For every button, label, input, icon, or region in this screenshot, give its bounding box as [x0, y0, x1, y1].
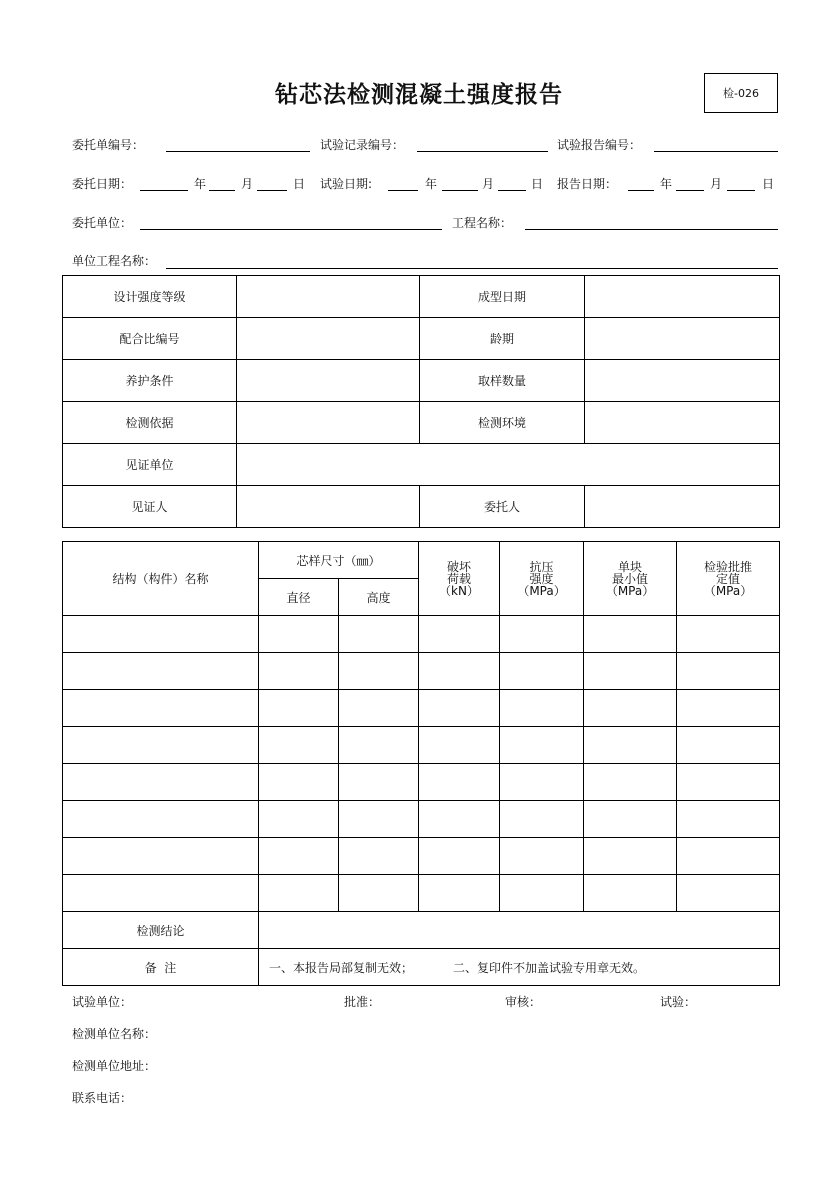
table-cell[interactable] [339, 616, 419, 653]
table-cell[interactable] [677, 838, 780, 875]
witness-unit-label: 见证单位 [63, 444, 237, 486]
table-cell[interactable] [500, 690, 584, 727]
footer-test-unit: 试验单位： [72, 995, 133, 1009]
info-row [63, 318, 780, 360]
form-code-box [704, 73, 778, 113]
footer-approve: 批准： [344, 995, 381, 1009]
sample-qty-label: 取样数量 [420, 360, 585, 402]
table-cell[interactable] [63, 690, 259, 727]
test-month-field[interactable] [442, 190, 478, 191]
table-cell[interactable] [677, 875, 780, 912]
table-cell[interactable] [500, 875, 584, 912]
table-cell[interactable] [419, 875, 500, 912]
table-cell[interactable] [259, 690, 339, 727]
test-record-no-label: 试验记录编号： [320, 138, 405, 152]
table-row [63, 616, 780, 653]
entrust-month-field[interactable] [209, 190, 235, 191]
test-year-label: 年 [425, 177, 438, 191]
remarks-label: 备 注 [63, 949, 259, 986]
age-label: 龄期 [420, 318, 585, 360]
mix-ratio-value[interactable] [237, 318, 420, 360]
table-cell[interactable] [259, 875, 339, 912]
mix-ratio-label: 配合比编号 [63, 318, 237, 360]
unit-project-name-label: 单位工程名称： [72, 254, 157, 268]
info-row [63, 444, 780, 486]
failure-load-header: 破坏 荷载 （kN） [419, 542, 500, 616]
entrust-no-field[interactable] [166, 151, 310, 152]
table-cell[interactable] [63, 801, 259, 838]
table-cell[interactable] [259, 727, 339, 764]
table-row [63, 801, 780, 838]
witness-label: 见证人 [63, 486, 237, 528]
table-cell[interactable] [584, 653, 677, 690]
conclusion-label: 检测结论 [63, 912, 259, 949]
test-month-label: 月 [482, 177, 495, 191]
table-row [63, 838, 780, 875]
table-cell[interactable] [500, 838, 584, 875]
comp-strength-header: 抗压 强度 （MPa） [500, 542, 584, 616]
client-value[interactable] [585, 486, 780, 528]
footer-test: 试验： [660, 995, 697, 1009]
test-year-field[interactable] [388, 190, 418, 191]
conclusion-row [63, 912, 780, 949]
table-cell[interactable] [500, 616, 584, 653]
project-name-field[interactable] [525, 229, 778, 230]
design-strength-value[interactable] [237, 276, 420, 318]
entrust-unit-label: 委托单位： [72, 216, 133, 230]
table-cell[interactable] [584, 690, 677, 727]
remarks-row [63, 949, 780, 986]
test-record-no-field[interactable] [417, 151, 548, 152]
table-cell[interactable] [419, 690, 500, 727]
design-strength-label: 设计强度等级 [63, 276, 237, 318]
entrust-no-label: 委托单编号： [72, 138, 145, 152]
entrust-year-field[interactable] [140, 190, 188, 191]
entrust-month-label: 月 [241, 177, 254, 191]
curing-label: 养护条件 [63, 360, 237, 402]
table-row [63, 764, 780, 801]
client-label: 委托人 [420, 486, 585, 528]
table-cell[interactable] [419, 764, 500, 801]
table-cell[interactable] [500, 801, 584, 838]
footer-lab-address: 检测单位地址： [72, 1059, 157, 1073]
info-row [63, 276, 780, 318]
test-report-no-field[interactable] [654, 151, 778, 152]
report-month-field[interactable] [676, 190, 704, 191]
entrust-year-label: 年 [194, 177, 207, 191]
core-size-header: 芯样尺寸（㎜） [259, 542, 419, 579]
table-row [63, 727, 780, 764]
table-cell[interactable] [677, 801, 780, 838]
table-cell[interactable] [419, 616, 500, 653]
height-header: 高度 [339, 579, 419, 616]
table-cell[interactable] [259, 653, 339, 690]
info-row [63, 486, 780, 528]
entrust-day-field[interactable] [257, 190, 287, 191]
table-row [63, 875, 780, 912]
table-cell[interactable] [584, 616, 677, 653]
table-cell[interactable] [419, 727, 500, 764]
table-cell[interactable] [339, 875, 419, 912]
table-cell[interactable] [339, 653, 419, 690]
age-value[interactable] [585, 318, 780, 360]
test-report-no-label: 试验报告编号： [557, 138, 642, 152]
table-cell[interactable] [419, 838, 500, 875]
forming-date-label: 成型日期 [420, 276, 585, 318]
report-date-label: 报告日期： [557, 177, 618, 191]
min-value-header: 单块 最小值 （MPa） [584, 542, 677, 616]
table-cell[interactable] [339, 801, 419, 838]
remarks-value [259, 949, 780, 986]
table-row [63, 690, 780, 727]
test-env-label: 检测环境 [420, 402, 585, 444]
table-cell[interactable] [584, 764, 677, 801]
footer-lab-name: 检测单位名称： [72, 1027, 157, 1041]
batch-value-header: 检验批推 定值 （MPa） [677, 542, 780, 616]
entrust-day-label: 日 [293, 177, 306, 191]
table-cell[interactable] [584, 801, 677, 838]
table-cell[interactable] [339, 690, 419, 727]
footer-phone: 联系电话： [72, 1091, 133, 1105]
table-cell[interactable] [339, 838, 419, 875]
table-cell[interactable] [259, 616, 339, 653]
project-name-label: 工程名称： [452, 216, 513, 230]
table-row [63, 653, 780, 690]
table-cell[interactable] [584, 838, 677, 875]
table-cell[interactable] [259, 801, 339, 838]
diameter-header: 直径 [259, 579, 339, 616]
table-cell[interactable] [419, 653, 500, 690]
info-row [63, 402, 780, 444]
table-cell[interactable] [584, 875, 677, 912]
table-cell[interactable] [677, 764, 780, 801]
report-day-field[interactable] [727, 190, 755, 191]
report-year-field[interactable] [628, 190, 654, 191]
table-cell[interactable] [259, 838, 339, 875]
table-cell[interactable] [339, 764, 419, 801]
report-day-label: 日 [762, 177, 775, 191]
table-cell[interactable] [677, 727, 780, 764]
table-cell[interactable] [500, 653, 584, 690]
result-table [62, 541, 780, 986]
test-day-label: 日 [531, 177, 544, 191]
table-cell[interactable] [63, 875, 259, 912]
table-cell[interactable] [259, 764, 339, 801]
member-name-header: 结构（构件）名称 [63, 542, 259, 616]
result-header-row [63, 542, 780, 579]
test-basis-value[interactable] [237, 402, 420, 444]
table-cell[interactable] [677, 690, 780, 727]
table-cell[interactable] [63, 838, 259, 875]
table-cell[interactable] [677, 653, 780, 690]
table-cell[interactable] [63, 616, 259, 653]
report-title: 钻芯法检测混凝土强度报告 [275, 82, 563, 108]
table-cell[interactable] [419, 801, 500, 838]
table-cell[interactable] [63, 653, 259, 690]
witness-value[interactable] [237, 486, 420, 528]
report-year-label: 年 [660, 177, 673, 191]
table-cell[interactable] [63, 727, 259, 764]
info-table [62, 275, 780, 528]
footer-review: 审核： [505, 995, 542, 1009]
unit-project-name-field[interactable] [166, 268, 778, 269]
form-code: 检-026 [723, 87, 759, 100]
remark-2: 二、复印件不加盖试验专用章无效。 [453, 960, 646, 975]
curing-value[interactable] [237, 360, 420, 402]
report-month-label: 月 [710, 177, 723, 191]
sample-qty-value[interactable] [585, 360, 780, 402]
witness-unit-value[interactable] [237, 444, 780, 486]
entrust-unit-field[interactable] [140, 229, 442, 230]
table-cell[interactable] [339, 727, 419, 764]
info-row [63, 360, 780, 402]
test-env-value[interactable] [585, 402, 780, 444]
conclusion-value[interactable] [259, 912, 780, 949]
table-cell[interactable] [500, 764, 584, 801]
remark-1: 一、本报告局部复制无效； [269, 960, 414, 975]
table-cell[interactable] [677, 616, 780, 653]
table-cell[interactable] [584, 727, 677, 764]
table-cell[interactable] [63, 764, 259, 801]
test-day-field[interactable] [498, 190, 526, 191]
test-date-label: 试验日期: [320, 177, 373, 191]
table-cell[interactable] [500, 727, 584, 764]
test-basis-label: 检测依据 [63, 402, 237, 444]
entrust-date-label: 委托日期： [72, 177, 133, 191]
forming-date-value[interactable] [585, 276, 780, 318]
